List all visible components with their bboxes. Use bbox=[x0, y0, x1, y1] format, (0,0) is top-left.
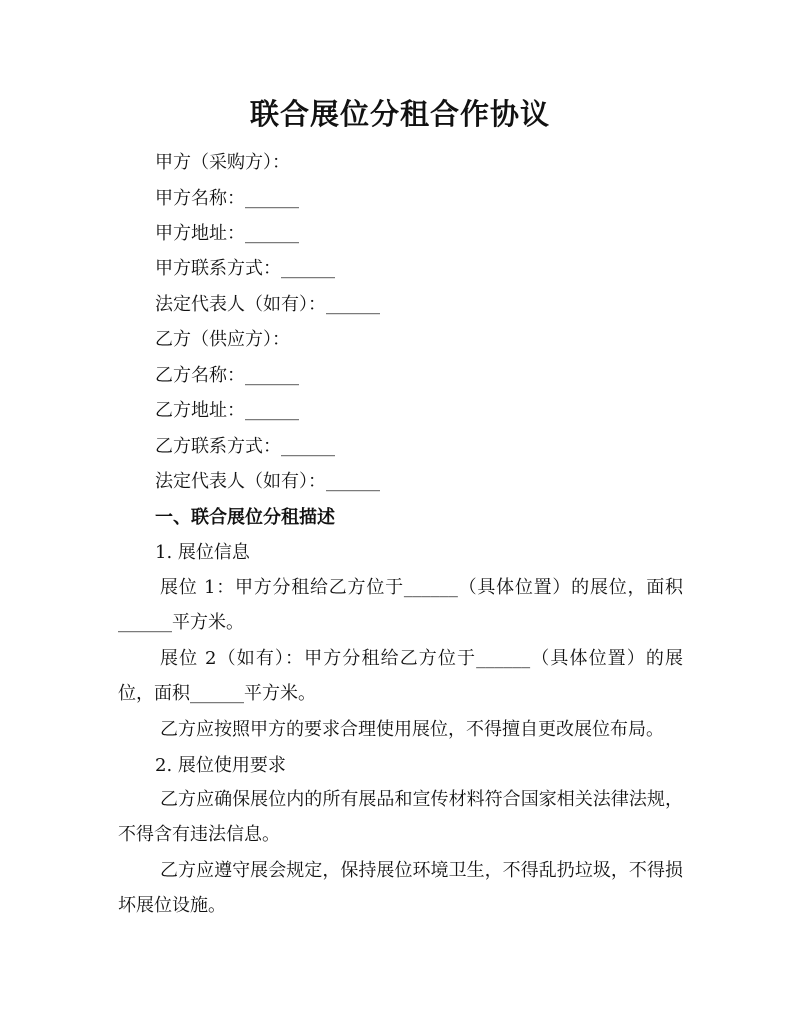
subsection-usage-requirements-heading: 2. 展位使用要求 bbox=[155, 755, 286, 776]
section1-heading: 一、联合展位分租描述 bbox=[155, 507, 335, 528]
party-b-contact: 乙方联系方式：______ bbox=[155, 436, 335, 457]
document-title: 联合展位分租合作协议 bbox=[249, 97, 550, 131]
party-b-heading: 乙方（供应方）： bbox=[155, 329, 290, 350]
party-a-name: 甲方名称：______ bbox=[155, 188, 299, 209]
requirement-hygiene-paragraph: 乙方应遵守展会规定，保持展位环境卫生，不得乱扔垃圾，不得损坏展位设施。 bbox=[118, 860, 683, 916]
subsection-booth-info-heading: 1. 展位信息 bbox=[155, 542, 250, 563]
party-a-heading: 甲方（采购方）： bbox=[155, 152, 290, 173]
requirement-compliance-paragraph: 乙方应确保展位内的所有展品和宣传材料符合国家相关法律法规，不得含有违法信息。 bbox=[118, 789, 683, 845]
party-a-address: 甲方地址：______ bbox=[155, 223, 299, 244]
party-a-contact: 甲方联系方式：______ bbox=[155, 258, 335, 279]
booth1-paragraph: 展位 1：甲方分租给乙方位于______（具体位置）的展位，面积______平方米。 bbox=[118, 577, 683, 633]
party-a-legal-rep: 法定代表人（如有）：______ bbox=[155, 294, 380, 315]
party-b-name: 乙方名称：______ bbox=[155, 365, 299, 386]
party-b-address: 乙方地址：______ bbox=[155, 400, 299, 421]
booth2-paragraph: 展位 2（如有）：甲方分租给乙方位于______（具体位置）的展位，面积______平方米。 bbox=[118, 648, 683, 704]
usage-rule-paragraph: 乙方应按照甲方的要求合理使用展位，不得擅自更改展位布局。 bbox=[160, 719, 664, 740]
party-b-legal-rep: 法定代表人（如有）：______ bbox=[155, 471, 380, 492]
